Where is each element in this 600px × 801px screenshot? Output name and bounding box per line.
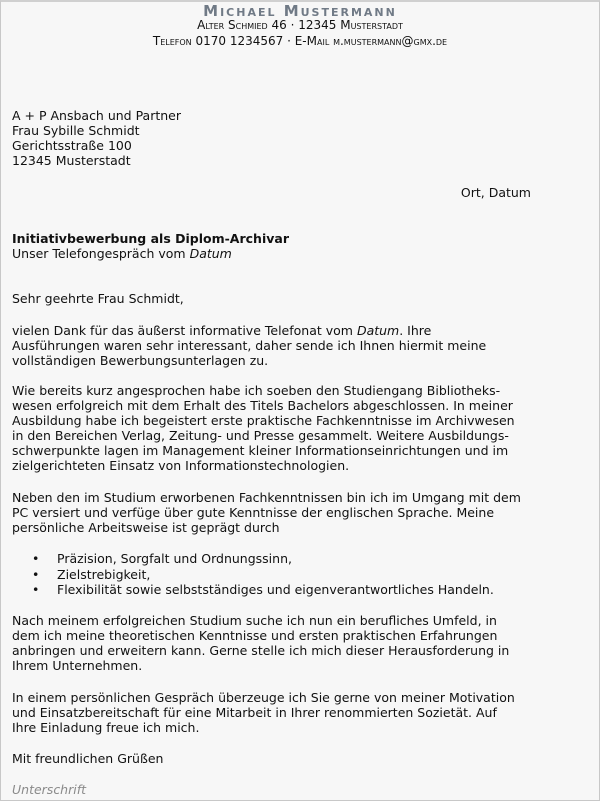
paragraph-line: wesen erfolgreich mit dem Erhalt des Titels Bachelors abgeschlossen. In meiner xyxy=(12,398,513,413)
subject-reference xyxy=(12,246,289,261)
recipient-line: 12345 Musterstadt xyxy=(12,153,131,168)
closing: Mit freundlichen Grüßen xyxy=(12,751,164,766)
recipient-line: A + P Ansbach und Partner xyxy=(12,108,182,123)
subject-title: Initiativbewerbung als Diplom-Archivar xyxy=(12,231,289,246)
paragraph-4 xyxy=(12,613,509,673)
reference-date: Datum xyxy=(189,246,232,261)
paragraph-line: Ausführungen waren sehr interessant, daher sende ich Ihnen hiermit meine xyxy=(12,338,487,353)
paragraph-line: Neben den im Studium erworbenen Fachkenntnissen bin ich im Umgang mit dem xyxy=(12,490,521,505)
paragraph-line: Wie bereits kurz angesprochen habe ich soeben den Studiengang Bibliotheks- xyxy=(12,383,501,398)
text: . Ihre xyxy=(399,323,432,338)
list-item: • Flexibilität sowie selbstständiges und eigenverantwortliches Handeln. xyxy=(12,582,494,598)
paragraph-line: persönliche Arbeitsweise ist geprägt durch xyxy=(12,520,280,535)
paragraph-line: Ihrem Unternehmen. xyxy=(12,658,143,673)
paragraph-line: PC versiert und verfüge über gute Kenntnisse der englischen Sprache. Meine xyxy=(12,505,495,520)
sender-name: Michael Mustermann xyxy=(203,2,397,20)
list-item: • Zielstrebigkeit, xyxy=(12,567,494,583)
reference-text: Unser Telefongespräch vom xyxy=(12,246,190,261)
paragraph-line: und Einsatzbereitschaft für eine Mitarbeit in Ihrer renommierten Sozietät. Auf xyxy=(12,705,497,720)
paragraph-line: in den Bereichen Verlag, Zeitung- und Presse gesammelt. Weitere Ausbildungs- xyxy=(12,428,509,443)
paragraph-line: dem ich meine theoretischen Kenntnisse und ersten praktischen Erfahrungen xyxy=(12,628,498,643)
paragraph-line: vollständigen Bewerbungsunterlagen zu. xyxy=(12,353,269,368)
paragraph-line xyxy=(12,323,486,338)
paragraph-line: schwerpunkte lagen im Management kleiner Informationseinrichtungen und im xyxy=(12,443,509,458)
paragraph-line: Ihre Einladung freue ich mich. xyxy=(12,720,200,735)
paragraph-2 xyxy=(12,383,515,473)
date-placeholder: Datum xyxy=(356,323,400,338)
place-date: Ort, Datum xyxy=(460,185,531,200)
paragraph-line: In einem persönlichen Gespräch überzeuge ich Sie gerne von meiner Motivation xyxy=(12,690,515,705)
recipient-line: Frau Sybille Schmidt xyxy=(12,123,140,138)
paragraph-3 xyxy=(12,490,521,535)
text: vielen Dank für das äußerst informative Telefonat vom xyxy=(12,323,357,338)
paragraph-line: zielgerichteten Einsatz von Informationstechnologien. xyxy=(12,458,350,473)
sender-contact: Telefon 0170 1234567 · E-Mail m.mustermann@gmx.de xyxy=(152,34,448,48)
subject-block xyxy=(12,231,289,261)
signature: Unterschrift xyxy=(12,782,87,797)
paragraph-line: anbringen und erweitern kann. Gerne stelle ich mich dieser Herausforderung in xyxy=(12,643,510,658)
paragraph-line: Nach meinem erfolgreichen Studium suche ich nun ein berufliches Umfeld, in xyxy=(12,613,497,628)
skills-list xyxy=(12,551,494,598)
paragraph-1 xyxy=(12,323,486,368)
recipient-line: Gerichtsstraße 100 xyxy=(12,138,132,153)
sender-address: Alter Schmied 46 · 12345 Musterstadt xyxy=(197,18,403,32)
salutation: Sehr geehrte Frau Schmidt, xyxy=(12,291,184,306)
recipient-address xyxy=(12,108,181,168)
paragraph-5 xyxy=(12,690,515,735)
paragraph-line: Ausbildung habe ich begeistert erste praktische Fachkenntnisse im Archivwesen xyxy=(12,413,515,428)
list-item: • Präzision, Sorgfalt und Ordnungssinn, xyxy=(12,551,494,567)
